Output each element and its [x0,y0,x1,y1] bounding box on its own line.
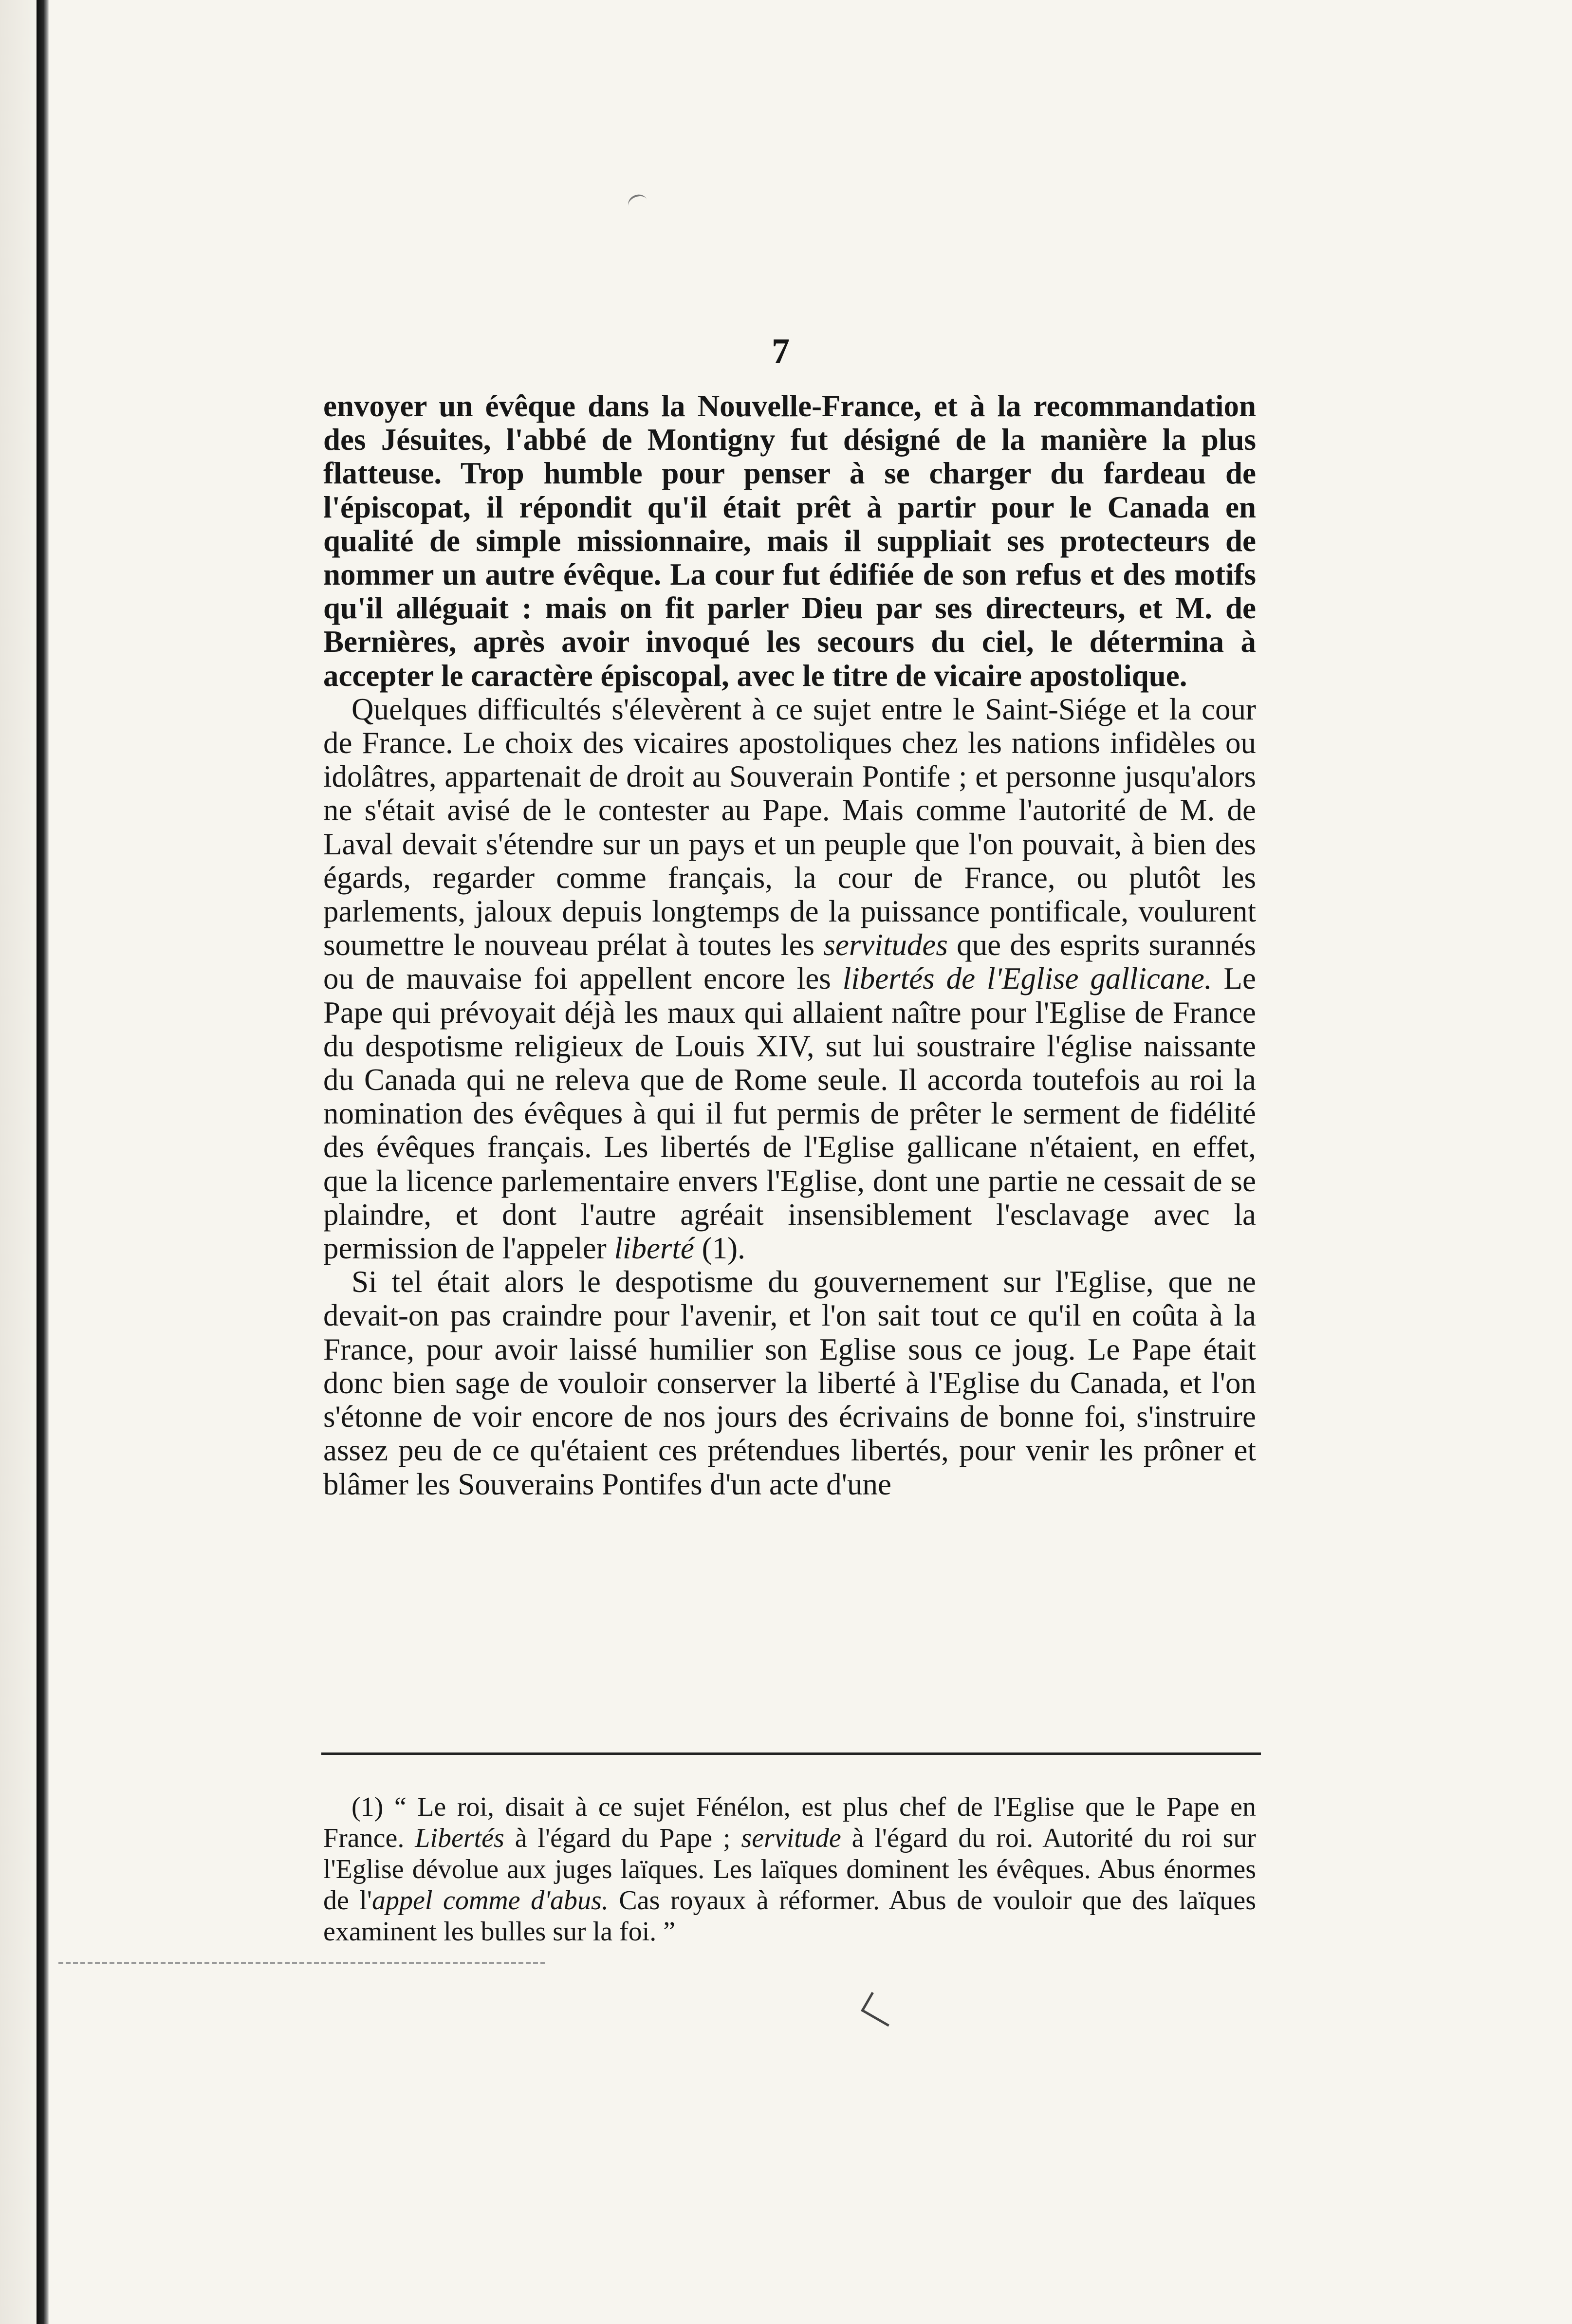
text-run: que des esprits surannés ou de mauvaise foi appellent encore les [323,928,1256,996]
text-run: Quelques difficultés s'élevèrent à ce sujet entre le Saint-Siége et la cour de France. Le choix des vicaires apostoliques chez les nations infidèles ou idolâtres, appartenait de droit au Souverain Pontife ; et personne jusqu'alors ne s'était avisé de le contester au Pape. Mais comme l'autorité de M. de Laval devait s'étendre sur un pays et un peuple que l'on pouvait, à bien des égards, regarder comme français, la cour de France, ou plutôt les parlements, jaloux depuis longtemps de la puissance pontificale, voulurent soumettre le nouveau prélat à toutes les [323,692,1256,962]
text-run: à l'égard du Pape ; [504,1823,741,1853]
binding-edge [37,0,49,2324]
text-run: Si tel était alors le despotisme du gouvernement sur l'Eglise, que ne devait-on pas craindre pour l'avenir, et l'on sait tout ce qu'il en coûta à la France, pour avoir laissé humilier son Eglise sous ce joug. Le Pape était donc bien sage de vouloir conserver la liberté à l'Eglise du Canada, et l'on s'étonne de voir encore de nos jours des écrivains de bonne foi, s'instruire assez peu de ce qu'étaient ces prétendues libertés, pour venir les prôner et blâmer les Souverains Pontifes d'un acte d'une [323,1265,1256,1501]
text-run: Le Pape qui prévoyait déjà les maux qui allaient naître pour l'Eglise de France du despotisme religieux de Louis XIV, sut lui soustraire l'église naissante du Canada qui ne releva que de Rome seule. Il accorda toutefois au roi la nomination des évêques à qui il fut permis de prêter le serment de fidélité des évêques français. Les libertés de l'Eglise gallicane n'étaient, en effet, que la licence parlementaire envers l'Eglise, dont une partie ne cessait de se plaindre, et dont l'autre agréait insensiblement l'esclavage avec la permission de l'appeler [323,961,1256,1266]
italic-run: appel comme d'abus. [372,1885,609,1916]
paragraph [323,693,1256,1265]
scan-artifact-line [58,1962,545,1964]
footnote-paragraph [323,1791,1256,1947]
footnote [323,1791,1256,1947]
text-run: (1) “ Le roi, disait à ce sujet Fénélon, est plus chef de l'Eglise que le Pape en France. [323,1792,1256,1853]
text-run: envoyer un évêque dans la Nouvelle-France, et à la recommandation des Jésuites, l'abbé de Montigny fut désigné de la manière la plus flatteuse. Trop humble pour penser à se charger du fardeau de l'épiscopat, il répondit qu'il était prêt à partir pour le Canada en qualité de simple missionnaire, mais il suppliait ses protecteurs de nommer un autre évêque. La cour fut édifiée de son refus et des motifs qu'il alléguait : mais on fit parler Dieu par ses directeurs, et M. de Bernières, après avoir invoqué les secours du ciel, le détermina à accepter le caractère épiscopal, avec le titre de vicaire apostolique. [323,389,1256,693]
text-run: Cas royaux à réformer. Abus de vouloir que des laïques examinent les bulles sur la foi. ” [323,1885,1256,1947]
italic-run: libertés de l'Eglise gallicane. [842,961,1212,996]
italic-run: liberté [614,1231,694,1266]
footnote-rule [321,1752,1261,1755]
page-number: 7 [772,332,790,371]
body-text [323,389,1256,1501]
italic-run: Libertés [415,1823,504,1853]
paragraph [323,1265,1256,1501]
binding-shadow [0,0,37,2324]
text-run: à l'égard du roi. Autorité du roi sur l'Eglise dévolue aux juges laïques. Les laïques dominent les évêques. Abus énormes de l' [323,1823,1257,1916]
ink-speck [861,1992,899,2027]
text-run: (1). [694,1231,745,1266]
italic-run: servitude [741,1823,841,1853]
paragraph [323,389,1256,693]
italic-run: servitudes [823,928,948,962]
ink-speck [626,192,649,214]
